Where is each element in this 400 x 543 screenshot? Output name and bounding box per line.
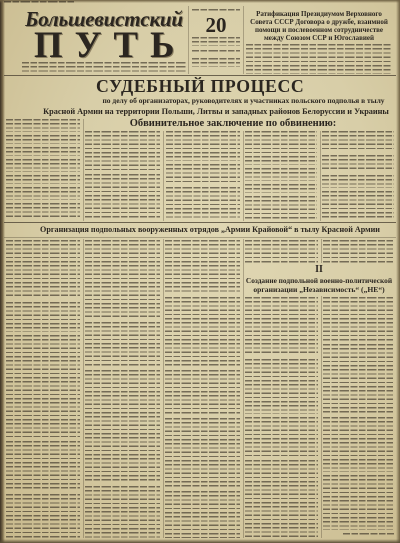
body-text-block <box>323 344 394 414</box>
scan-edge-right <box>396 0 400 543</box>
masthead-title-line2: ПУТЬ <box>34 28 186 62</box>
indictment-heading: Обвинительное заключение по обвинению: <box>129 118 337 129</box>
body-text-block <box>245 240 318 263</box>
body-text-block <box>323 240 394 263</box>
body-text-block <box>192 50 240 54</box>
body-text-block <box>85 370 160 430</box>
body-text-block <box>165 370 240 415</box>
horizontal-rule <box>4 237 396 238</box>
ratification-headline-line: Ратификация Президиумом Верховного <box>256 10 382 18</box>
column-rule <box>83 119 84 221</box>
column-rule <box>320 131 321 221</box>
body-text-block <box>6 135 80 144</box>
trial-subheadline-line: Красной Армии на территории Польши, Литвы и западных районов Белоруссии и Украины <box>43 107 389 116</box>
body-text-block <box>165 297 240 367</box>
part2-number: II <box>315 264 323 275</box>
body-text-block <box>245 168 317 181</box>
horizontal-rule <box>4 222 396 223</box>
issue-day-number: 20 <box>205 14 227 36</box>
column-rule <box>163 131 164 221</box>
body-text-block <box>85 433 160 483</box>
body-text-block <box>6 302 80 332</box>
body-text-block <box>322 191 394 220</box>
body-text-block <box>322 155 394 172</box>
part2-heading-line: Создание подпольной военно-политической <box>245 276 393 285</box>
body-text-block <box>4 1 74 4</box>
column-rule <box>321 296 322 538</box>
ratification-headline-line: между Союзом ССР и Югославией <box>263 34 375 42</box>
body-text-block <box>6 398 80 438</box>
body-text-block <box>245 184 317 193</box>
column-rule <box>188 6 189 74</box>
body-text-block <box>6 175 80 184</box>
body-text-block <box>192 9 240 13</box>
body-text-block <box>6 441 80 491</box>
body-text-block <box>6 240 80 299</box>
part2-heading-line: организации „Независимость“ („НЕ“) <box>253 285 385 294</box>
scan-edge-left <box>0 0 5 543</box>
body-text-block <box>245 359 318 414</box>
body-text-block <box>245 460 318 538</box>
body-text-block <box>6 119 80 132</box>
body-text-block <box>6 187 80 200</box>
ratification-headline-line: Совета СССР Договора о дружбе, взаимной <box>250 18 388 26</box>
body-text-block <box>85 486 160 538</box>
body-text-block <box>166 131 240 161</box>
column-rule <box>83 239 84 538</box>
body-text-block <box>85 322 160 367</box>
body-text-block <box>246 44 392 74</box>
column-rule <box>243 6 244 74</box>
body-text-block <box>6 203 80 220</box>
body-text-block <box>165 418 240 488</box>
body-text-block <box>85 131 160 171</box>
body-text-block <box>6 335 80 395</box>
body-text-block <box>245 156 317 165</box>
body-text-block <box>322 175 394 188</box>
body-text-block <box>85 174 160 220</box>
body-text-block <box>323 475 394 530</box>
ratification-headline-line: помощи и послевоенном сотрудничестве <box>254 26 384 34</box>
trial-subheadline-line: по делу об организаторах, руководителях и участниках польского подполья в тылу <box>102 96 385 105</box>
body-text-block <box>192 37 240 46</box>
horizontal-rule <box>4 75 396 76</box>
body-text-block <box>6 147 80 156</box>
body-text-block <box>322 131 394 152</box>
column-rule <box>163 239 164 538</box>
body-text-block <box>245 131 317 153</box>
body-text-block <box>6 494 80 538</box>
body-text-block <box>6 159 80 172</box>
body-text-block <box>85 240 160 319</box>
body-text-block <box>192 58 240 67</box>
body-text-block <box>245 196 317 220</box>
body-text-block <box>323 417 394 472</box>
body-text-block <box>245 297 318 356</box>
body-text-block <box>22 62 186 72</box>
masthead-title-line1: Большевистский <box>25 8 183 31</box>
body-text-block <box>166 187 240 220</box>
body-text-block <box>323 297 394 341</box>
column-rule <box>321 239 322 263</box>
body-text-block <box>343 533 394 537</box>
body-text-block <box>165 491 240 538</box>
scan-edge-bottom <box>0 539 400 543</box>
trial-headline: СУДЕБНЫЙ ПРОЦЕСС <box>96 77 304 96</box>
part1-heading: Организация подпольных вооруженных отрядов „Армии Крайовой“ в тылу Красной Армии <box>40 225 380 234</box>
body-text-block <box>245 417 318 457</box>
column-rule <box>243 239 244 538</box>
body-text-block <box>165 240 240 294</box>
column-rule <box>243 131 244 221</box>
body-text-block <box>166 164 240 184</box>
